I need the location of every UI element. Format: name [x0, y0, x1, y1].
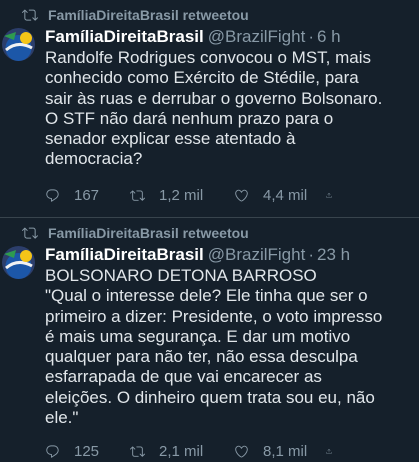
retweeted-by-label[interactable]: FamíliaDireitaBrasil retweetou — [48, 7, 249, 23]
tweet-header — [45, 244, 415, 266]
retweet-icon — [130, 188, 145, 203]
like-count: 8,1 mil — [263, 443, 308, 460]
tweet-text — [45, 48, 415, 170]
avatar[interactable] — [2, 246, 35, 279]
display-name[interactable]: FamíliaDireitaBrasil — [45, 27, 204, 46]
reply-button[interactable] — [45, 443, 130, 460]
text-line: ele." — [45, 408, 79, 428]
text-line: eleições. O dinheiro quem trata sou eu, não — [45, 387, 375, 407]
reply-icon — [45, 188, 60, 203]
heart-icon — [234, 188, 249, 203]
like-button[interactable] — [234, 187, 326, 204]
retweet-context — [22, 224, 249, 242]
text-line: é mais uma segurança. E dar um motivo — [45, 326, 351, 346]
timestamp[interactable]: 6 h — [316, 27, 341, 46]
retweet-button[interactable] — [130, 443, 234, 460]
reply-icon — [45, 444, 60, 459]
text-line: Randolfe Rodrigues convocou o MST, mais — [45, 48, 371, 67]
retweet-count: 1,2 mil — [159, 187, 204, 204]
text-line: primeiro a dizer: Presidente, o voto impresso — [45, 306, 383, 326]
tweet-text — [45, 266, 415, 428]
share-button[interactable] — [326, 444, 346, 459]
retweet-icon — [22, 7, 38, 23]
text-line: sair às ruas e derrubar o governo Bolsonaro. — [45, 88, 383, 108]
timestamp[interactable]: 23 h — [316, 245, 351, 264]
avatar[interactable] — [2, 28, 35, 61]
share-icon — [326, 188, 332, 203]
user-handle[interactable]: @BrazilFight — [207, 27, 306, 46]
tweet-header — [45, 26, 415, 48]
tweet-content — [45, 26, 415, 170]
text-line: democracia? — [45, 149, 143, 169]
tweet-content — [45, 244, 415, 428]
text-line: conhecido como Exército de Stédile, para — [45, 68, 359, 88]
share-button[interactable] — [326, 188, 346, 203]
retweeted-by-label[interactable]: FamíliaDireitaBrasil retweetou — [48, 225, 249, 241]
avatar-image — [2, 28, 35, 61]
separator: · — [308, 245, 314, 264]
text-line: "Qual o interesse dele? Ele tinha que ser o — [45, 286, 368, 306]
text-line: qualquer para não ter, não essa desculpa — [45, 347, 358, 367]
heart-icon — [234, 444, 249, 459]
reply-button[interactable] — [45, 187, 130, 204]
text-line: esfarrapada de que vai encarecer as — [45, 367, 322, 387]
tweet-actions — [45, 443, 375, 460]
retweet-icon — [22, 225, 38, 241]
like-button[interactable] — [234, 443, 326, 460]
text-line: senador explicar esse atentado à — [45, 129, 296, 149]
retweet-icon — [130, 444, 145, 459]
text-line: BOLSONARO DETONA BARROSO — [45, 266, 317, 285]
reply-count: 167 — [74, 187, 100, 204]
reply-count: 125 — [74, 443, 100, 460]
user-handle[interactable]: @BrazilFight — [207, 245, 306, 264]
retweet-button[interactable] — [130, 187, 234, 204]
like-count: 4,4 mil — [263, 187, 308, 204]
share-icon — [326, 444, 332, 459]
tweet-actions — [45, 187, 375, 204]
text-line: O STF não dará nenhum prazo para o — [45, 108, 334, 128]
tweet[interactable] — [0, 0, 419, 218]
display-name[interactable]: FamíliaDireitaBrasil — [45, 245, 204, 264]
separator: · — [308, 27, 314, 46]
retweet-count: 2,1 mil — [159, 443, 204, 460]
retweet-context — [22, 6, 249, 24]
tweet[interactable] — [0, 218, 419, 462]
avatar-image — [2, 246, 35, 279]
